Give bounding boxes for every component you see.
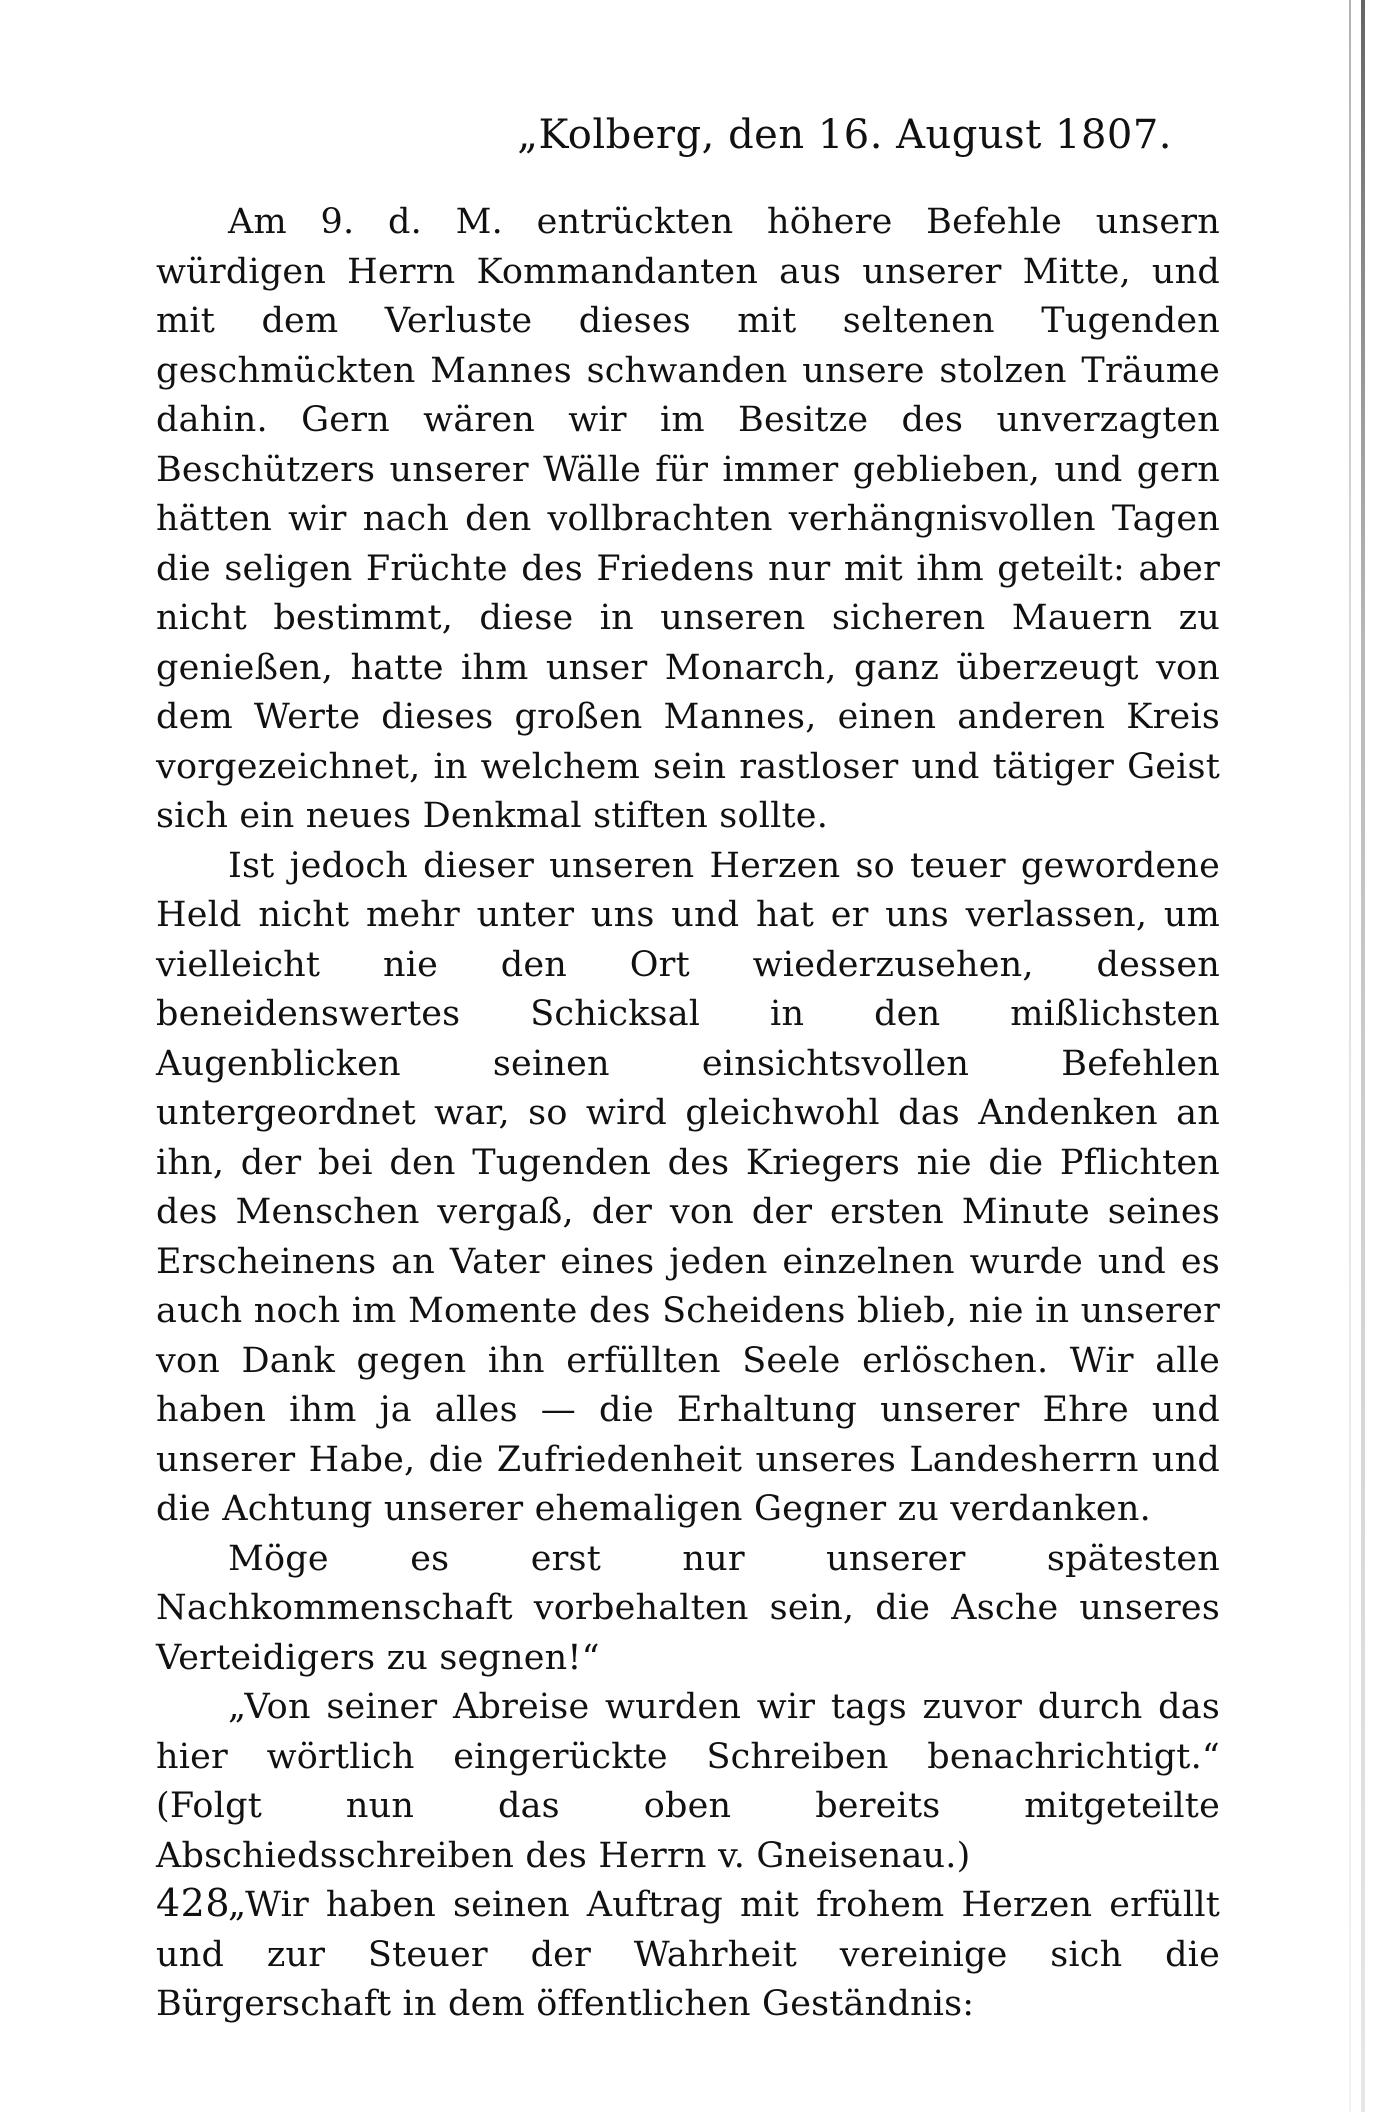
paragraph-5: „Wir haben seinen Auftrag mit frohem Herzen erfüllt und zur Steuer der Wahrheit vereinige sich die Bürgerschaft in dem öffentlichen Geständnis: [156,1885,1220,2024]
paragraph-2: Ist jedoch dieser unseren Herzen so teuer gewordene Held nicht mehr unter uns und hat er uns verlassen, um vielleicht nie den Ort wiederzusehen, dessen beneidenswertes Schicksal in den mißlichsten Augenblicken seinen einsichtsvollen Befehlen untergeordnet war, so wird gleichwohl das Andenken an ihn, der bei den Tugenden des Kriegers nie die Pflichten des Menschen vergaß, der von der ersten Minute seines Erscheinens an Vater eines jeden einzelnen wurde und es auch noch im Momente des Scheidens blieb, nie in unserer von Dank gegen ihn erfüllten Seele erlöschen. Wir alle haben ihm ja alles — die Erhaltung unserer Ehre und unserer Habe, die Zufriedenheit unseres Landesherrn und die Achtung unserer ehemaligen Gegner zu verdanken. [156,845,1220,1529]
page-text-block [156,108,1220,2030]
paragraph-4: „Von seiner Abreise wurden wir tags zuvor durch das hier wörtlich eingerückte Schreiben benachrichtigt.“ (Folgt nun das oben bereits mitgeteilte Abschiedsschreiben des Herrn v. Gneisenau.) [156,1687,1220,1876]
letter-dateline: „Kolberg, den 16. August 1807. [517,112,1172,158]
paragraph-3: Möge es erst nur unserer spätesten Nachkommenschaft vorbehalten sein, die Asche unseres Verteidigers zu segnen!“ [156,1538,1220,1678]
page-number: 428 [156,1881,231,1925]
page-edge-shadow [1361,0,1365,2112]
paragraph-1: Am 9. d. M. entrückten höhere Befehle unsern würdigen Herrn Kommandanten aus unserer Mitte, und mit dem Verluste dieses mit seltenen Tugenden geschmückten Mannes schwanden unsere stolzen Träume dahin. Gern wären wir im Besitze des unverzagten Beschützers unserer Wälle für immer geblieben, und gern hätten wir nach den vollbrachten verhängnisvollen Tagen die seligen Früchte des Friedens nur mit ihm geteilt: aber nicht bestimmt, diese in unseren sicheren Mauern zu genießen, hatte ihm unser Monarch, ganz überzeugt von dem Werte dieses großen Mannes, einen anderen Kreis vorgezeichnet, in welchem sein rastloser und tätiger Geist sich ein neues Denkmal stiften sollte. [156,202,1220,836]
page-edge-shadow-inner [1349,0,1351,2112]
